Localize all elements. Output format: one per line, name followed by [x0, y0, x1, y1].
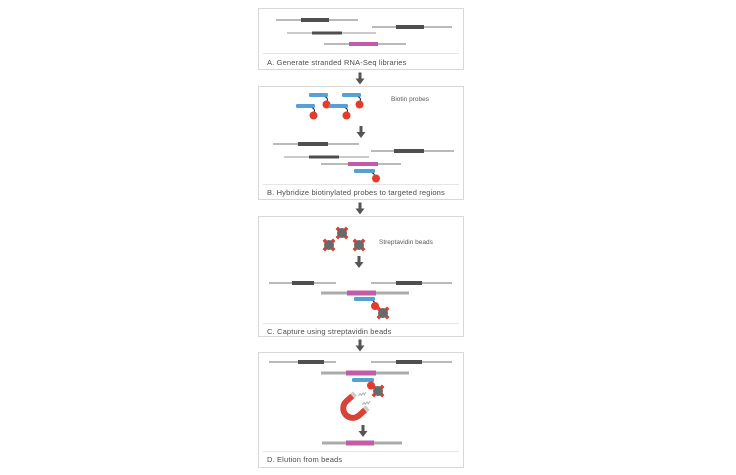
panel-c — [258, 216, 464, 337]
streptavidin-bead-icon — [377, 307, 390, 320]
panel-c-caption: C. Capture using streptavidin beads — [267, 327, 392, 336]
biotin-probe-icon — [329, 104, 351, 120]
streptavidin-bead-icon — [323, 239, 336, 252]
down-arrow-icon — [359, 425, 368, 437]
down-arrow-icon — [357, 126, 366, 138]
streptavidin-beads-label: Streptavidin beads — [379, 239, 433, 246]
caption-divider — [263, 53, 459, 54]
streptavidin-bead-icon — [353, 239, 366, 252]
biotin-probe-icon — [296, 104, 318, 120]
biotin-probes-group — [296, 93, 364, 120]
down-arrow-icon — [355, 256, 364, 268]
panel-b — [258, 86, 464, 200]
streptavidin-beads-group — [323, 227, 366, 252]
hybridized-probe — [354, 169, 380, 183]
magnet-icon — [339, 394, 367, 422]
captured-target-complex — [321, 293, 409, 319]
magnetic-attraction-lines — [358, 392, 370, 405]
caption-divider — [263, 184, 459, 185]
library-fragments — [276, 20, 452, 44]
panel-b-caption: B. Hybridize biotinylated probes to targeted regions — [267, 188, 445, 197]
down-arrow-icon — [355, 202, 365, 215]
down-arrow-icon — [355, 339, 365, 352]
panel-d — [258, 352, 464, 468]
down-arrow-icon — [355, 72, 365, 85]
streptavidin-bead-icon — [336, 227, 349, 240]
caption-divider — [263, 323, 459, 324]
library-fragments — [273, 144, 454, 164]
streptavidin-bead-icon — [372, 385, 385, 398]
caption-divider — [263, 451, 459, 452]
panel-c-art — [259, 217, 465, 338]
panel-a — [258, 8, 464, 70]
panel-a-caption: A. Generate stranded RNA-Seq libraries — [267, 58, 407, 67]
biotin-probes-label: Biotin probes — [391, 96, 429, 103]
panel-d-caption: D. Elution from beads — [267, 455, 343, 464]
